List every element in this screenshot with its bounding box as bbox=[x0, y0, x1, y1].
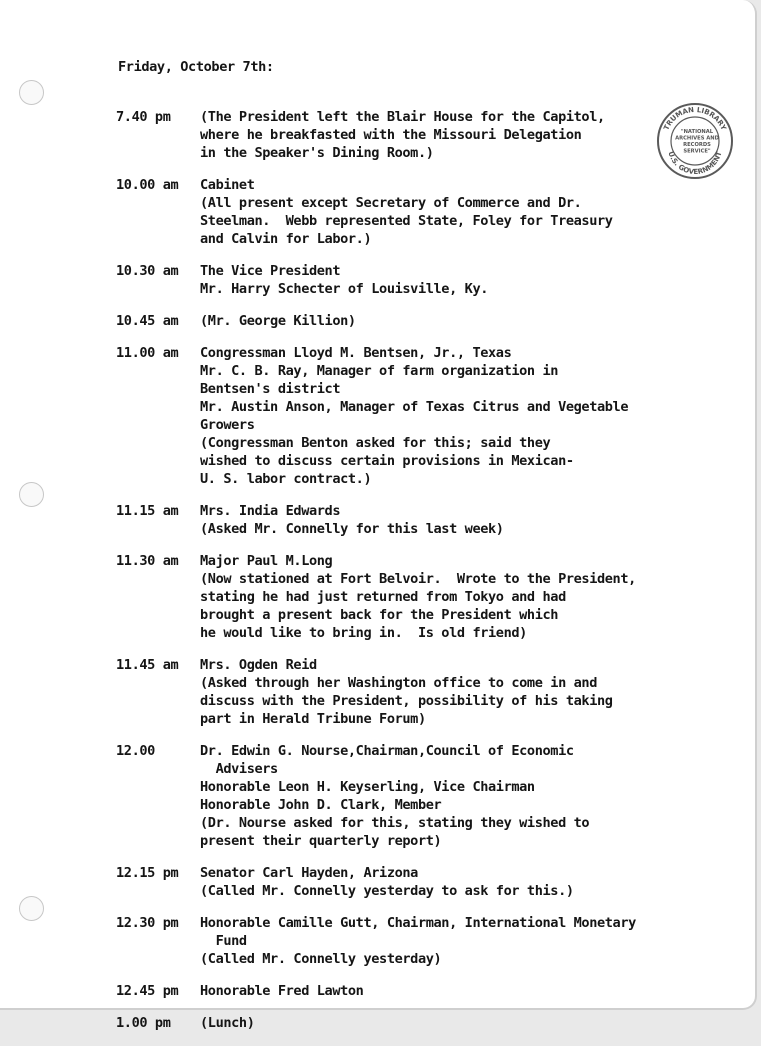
entry-line: (The President left the Blair House for the Capitol, bbox=[200, 109, 605, 125]
entry-details bbox=[200, 864, 755, 900]
entry-details bbox=[200, 982, 755, 1000]
entry-line: Fund bbox=[200, 933, 247, 949]
entry-line: Honorable Camille Gutt, Chairman, International Monetary bbox=[200, 915, 636, 931]
entry-time: 11.45 am bbox=[116, 657, 179, 673]
entry-line: discuss with the President, possibility of his taking bbox=[200, 693, 613, 709]
entry-details bbox=[200, 914, 755, 968]
entry-line: The Vice President bbox=[200, 263, 341, 279]
entry-time: 7.40 pm bbox=[116, 109, 171, 125]
entry-line: stating he had just returned from Tokyo and had bbox=[200, 589, 566, 605]
entry-line: Mr. Austin Anson, Manager of Texas Citrus and Vegetable bbox=[200, 399, 629, 415]
entry-line: (Asked through her Washington office to come in and bbox=[200, 675, 597, 691]
entry-details bbox=[200, 742, 755, 850]
entry-line: (Mr. George Killion) bbox=[200, 313, 356, 329]
entry-line: (All present except Secretary of Commerce and Dr. bbox=[200, 195, 582, 211]
entry-line: (Congressman Benton asked for this; said they bbox=[200, 435, 551, 451]
entry-line: Advisers bbox=[200, 761, 278, 777]
entry-line: U. S. labor contract.) bbox=[200, 471, 372, 487]
entry-time: 12.30 pm bbox=[116, 915, 179, 931]
entry-details bbox=[200, 344, 755, 488]
entry-details bbox=[200, 262, 755, 298]
entry-line: where he breakfasted with the Missouri Delegation bbox=[200, 127, 582, 143]
entry-line: (Called Mr. Connelly yesterday) bbox=[200, 951, 442, 967]
entry-line: (Lunch) bbox=[200, 1015, 255, 1031]
entry-line: Cabinet bbox=[200, 177, 255, 193]
entry-line: (Asked Mr. Connelly for this last week) bbox=[200, 521, 504, 537]
entry-line: brought a present back for the President which bbox=[200, 607, 559, 623]
entry-line: Growers bbox=[200, 417, 255, 433]
schedule-entry bbox=[0, 105, 755, 162]
entry-line: Honorable Fred Lawton bbox=[200, 983, 364, 999]
schedule-entries bbox=[0, 105, 755, 1046]
entry-line: Mr. Harry Schecter of Louisville, Ky. bbox=[200, 281, 489, 297]
entry-time: 11.30 am bbox=[116, 553, 179, 569]
entry-details bbox=[200, 552, 755, 642]
schedule-entry bbox=[0, 344, 755, 488]
entry-time: 10.45 am bbox=[116, 313, 179, 329]
entry-details bbox=[200, 656, 755, 728]
entry-time: 12.00 bbox=[116, 743, 155, 759]
entry-time: 10.00 am bbox=[116, 177, 179, 193]
entry-line: he would like to bring in. Is old friend) bbox=[200, 625, 527, 641]
schedule-entry bbox=[0, 656, 755, 728]
entry-line: Honorable John D. Clark, Member bbox=[200, 797, 442, 813]
entry-details bbox=[200, 502, 755, 538]
entry-line: (Dr. Nourse asked for this, stating they wished to bbox=[200, 815, 590, 831]
entry-line: Bentsen's district bbox=[200, 381, 341, 397]
entry-details bbox=[200, 176, 755, 248]
entry-time: 12.15 pm bbox=[116, 865, 179, 881]
entry-time: 1.00 pm bbox=[116, 1015, 171, 1031]
entry-line: Dr. Edwin G. Nourse,Chairman,Council of Economic bbox=[200, 743, 574, 759]
entry-line: Senator Carl Hayden, Arizona bbox=[200, 865, 418, 881]
entry-line: wished to discuss certain provisions in Mexican- bbox=[200, 453, 574, 469]
schedule-entry bbox=[0, 982, 755, 1000]
stamp-inner-text: RECORDS bbox=[683, 142, 711, 148]
schedule-entry bbox=[0, 312, 755, 330]
entry-line: Mrs. Ogden Reid bbox=[200, 657, 317, 673]
stamp-inner-text: SERVICE" bbox=[683, 148, 711, 155]
binder-hole bbox=[19, 80, 44, 105]
entry-line: part in Herald Tribune Forum) bbox=[200, 711, 426, 727]
schedule-entry bbox=[0, 502, 755, 538]
entry-line: Congressman Lloyd M. Bentsen, Jr., Texas bbox=[200, 345, 512, 361]
entry-time: 12.45 pm bbox=[116, 983, 179, 999]
schedule-entry bbox=[0, 1014, 755, 1032]
stamp-inner-text: ARCHIVES AND bbox=[675, 135, 719, 142]
entry-line: Steelman. Webb represented State, Foley for Treasury bbox=[200, 213, 613, 229]
entry-time: 11.15 am bbox=[116, 503, 179, 519]
entry-line: Mrs. India Edwards bbox=[200, 503, 341, 519]
entry-line: in the Speaker's Dining Room.) bbox=[200, 145, 434, 161]
schedule-entry bbox=[0, 262, 755, 298]
schedule-entry bbox=[0, 914, 755, 968]
entry-time: 11.00 am bbox=[116, 345, 179, 361]
entry-line: Honorable Leon H. Keyserling, Vice Chairman bbox=[200, 779, 535, 795]
entry-details bbox=[200, 312, 755, 330]
stamp-inner-text: "NATIONAL bbox=[680, 129, 714, 135]
svg-text:TRUMAN LIBRARY: TRUMAN LIBRARY bbox=[662, 105, 728, 132]
schedule-entry bbox=[0, 176, 755, 248]
schedule-entry bbox=[0, 552, 755, 642]
entry-line: Major Paul M.Long bbox=[200, 553, 333, 569]
entry-line: (Now stationed at Fort Belvoir. Wrote to the President, bbox=[200, 571, 636, 587]
entry-line: (Called Mr. Connelly yesterday to ask for this.) bbox=[200, 883, 574, 899]
schedule-entry bbox=[0, 742, 755, 850]
entry-details bbox=[200, 1014, 755, 1032]
entry-time: 10.30 am bbox=[116, 263, 179, 279]
page-title: Friday, October 7th: bbox=[118, 59, 274, 75]
entry-line: Mr. C. B. Ray, Manager of farm organization in bbox=[200, 363, 559, 379]
entry-line: present their quarterly report) bbox=[200, 833, 442, 849]
svg-text:U.S. GOVERNMENT: U.S. GOVERNMENT bbox=[666, 150, 724, 177]
entry-line: and Calvin for Labor.) bbox=[200, 231, 372, 247]
stamp-seal-icon bbox=[656, 102, 734, 180]
schedule-entry bbox=[0, 864, 755, 900]
library-stamp bbox=[656, 102, 734, 180]
